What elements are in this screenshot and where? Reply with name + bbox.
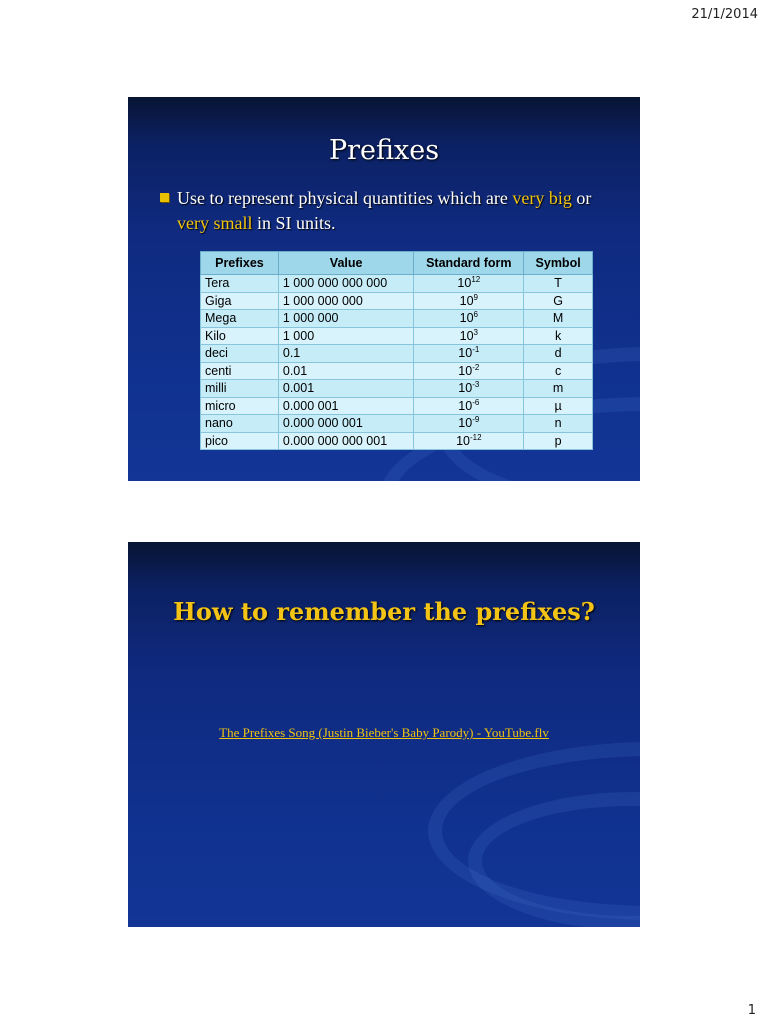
cell-prefix: Kilo [201,327,279,345]
table-row [201,415,593,433]
cell-standard-form [414,432,524,450]
standard-form-exponent: 3 [473,327,478,337]
table-row [201,275,593,293]
table-row [201,380,593,398]
table-row [201,362,593,380]
date-label: 21/1/2014 [691,7,758,22]
cell-value: 0.1 [278,345,414,363]
cell-prefix: Tera [201,275,279,293]
cell-symbol: G [524,292,593,310]
standard-form-base: 10 [458,363,473,378]
cell-symbol: c [524,362,593,380]
standard-form-exponent: 9 [473,292,478,302]
column-header-prefixes: Prefixes [201,252,279,275]
cell-value: 1 000 000 [278,310,414,328]
bullet-text [160,186,610,236]
highlight-very-small: very small [177,213,253,233]
cell-prefix: milli [201,380,279,398]
cell-symbol: m [524,380,593,398]
slide-title: Prefixes [328,135,440,166]
cell-standard-form [414,310,524,328]
page-number: 1 [747,1003,756,1018]
standard-form-base: 10 [459,311,474,326]
cell-symbol: M [524,310,593,328]
cell-symbol: µ [524,397,593,415]
table-row [201,327,593,345]
cell-standard-form [414,362,524,380]
table-row [201,432,593,450]
cell-value: 0.01 [278,362,414,380]
table-row [201,310,593,328]
cell-symbol: n [524,415,593,433]
standard-form-exponent: -9 [472,415,480,425]
column-header-standard-form: Standard form [414,252,524,275]
cell-standard-form [414,275,524,293]
youtube-song-link[interactable]: The Prefixes Song (Justin Bieber's Baby Parody) - YouTube.flv [219,725,549,740]
standard-form-exponent: -2 [472,362,480,372]
cell-standard-form [414,345,524,363]
cell-value: 0.001 [278,380,414,398]
cell-prefix: Giga [201,292,279,310]
cell-value: 1 000 [278,327,414,345]
table-body [201,275,593,450]
cell-prefix: micro [201,397,279,415]
column-header-symbol: Symbol [524,252,593,275]
bullet-text-part: Use to represent physical quantities which are [177,188,513,208]
bullet-text-part: or [571,188,592,208]
bullet-point [160,186,610,236]
cell-symbol: p [524,432,593,450]
cell-prefix: Mega [201,310,279,328]
standard-form-exponent: 6 [473,310,478,320]
standard-form-exponent: -12 [469,432,482,442]
cell-standard-form [414,397,524,415]
table-row [201,397,593,415]
standard-form-base: 10 [458,381,473,396]
cell-symbol: k [524,327,593,345]
table-row [201,292,593,310]
cell-value: 1 000 000 000 [278,292,414,310]
bullet-text-part: in SI units. [252,213,336,233]
cell-symbol: d [524,345,593,363]
cell-prefix: centi [201,362,279,380]
standard-form-base: 10 [456,433,470,448]
prefixes-table [200,251,593,450]
cell-symbol: T [524,275,593,293]
slide-remember [128,542,640,927]
standard-form-base: 10 [457,276,472,291]
slide-prefixes [128,97,640,481]
table-row [201,345,593,363]
cell-value: 0.000 000 001 [278,415,414,433]
highlight-very-big: very big [512,188,572,208]
bullet-square-icon [160,193,169,202]
standard-form-base: 10 [458,398,473,413]
cell-standard-form [414,292,524,310]
column-header-value: Value [278,252,414,275]
cell-standard-form [414,380,524,398]
standard-form-exponent: -6 [472,397,480,407]
standard-form-base: 10 [458,346,473,361]
standard-form-exponent: -1 [472,345,480,355]
cell-standard-form [414,327,524,345]
slide-title: How to remember the prefixes? [173,597,595,626]
cell-standard-form [414,415,524,433]
cell-value: 0.000 001 [278,397,414,415]
standard-form-base: 10 [458,416,473,431]
table-header-row [201,252,593,275]
cell-prefix: deci [201,345,279,363]
cell-prefix: pico [201,432,279,450]
cell-value: 0.000 000 000 001 [278,432,414,450]
standard-form-exponent: -3 [472,380,480,390]
standard-form-base: 10 [459,328,474,343]
standard-form-base: 10 [459,293,474,308]
standard-form-exponent: 12 [471,275,481,285]
cell-value: 1 000 000 000 000 [278,275,414,293]
cell-prefix: nano [201,415,279,433]
